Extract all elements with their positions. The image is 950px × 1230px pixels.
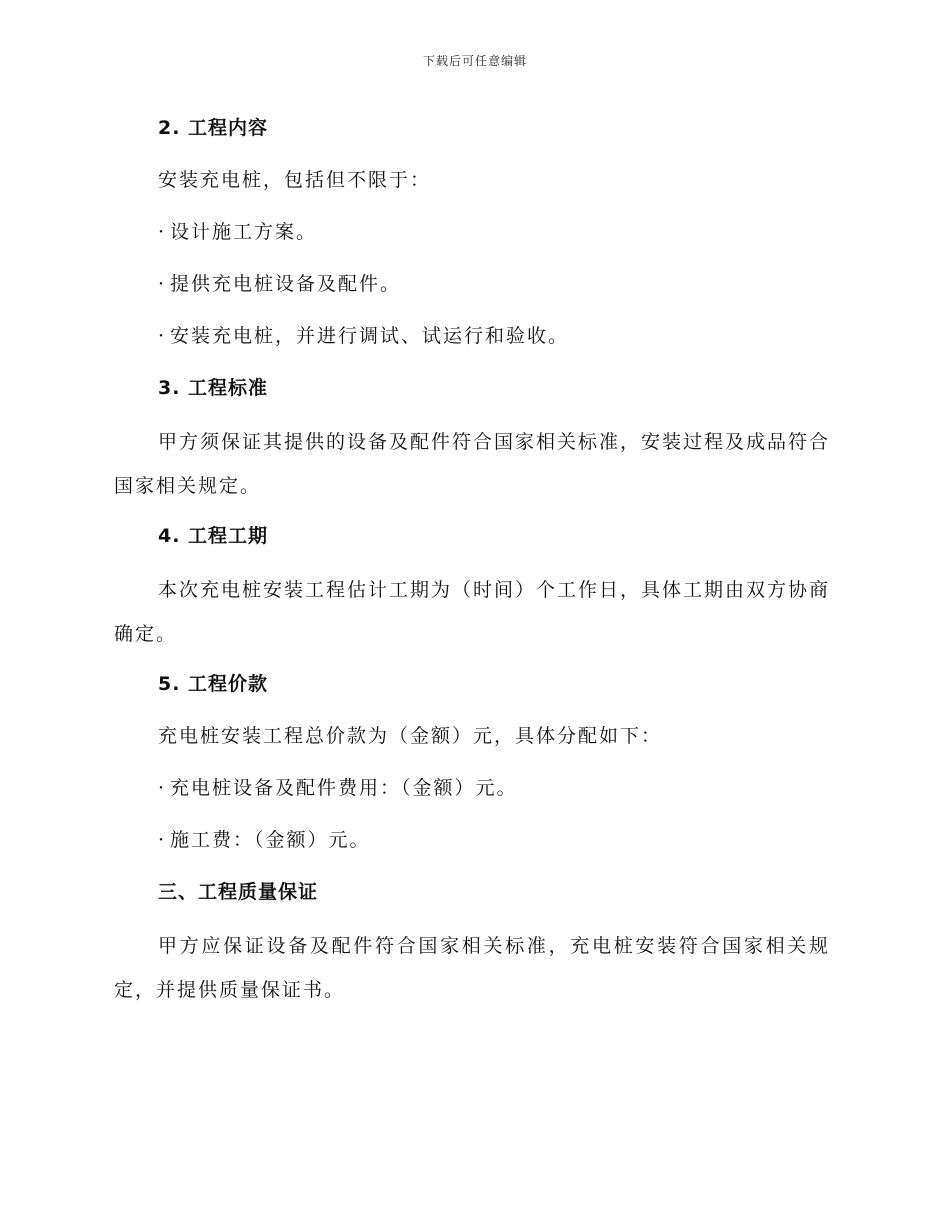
list-item-text: 充电桩设备及配件费用：（金额）元。 xyxy=(170,777,518,799)
section-heading-4: 4. 工程工期 xyxy=(158,525,269,547)
section-heading-2: 2. 工程内容 xyxy=(158,117,269,139)
section-heading-3: 3. 工程标准 xyxy=(158,377,269,399)
section-2-intro: 安装充电桩，包括但不限于： xyxy=(158,169,432,191)
document-body xyxy=(114,108,830,1020)
list-item xyxy=(114,316,830,368)
bullet-icon: · xyxy=(158,325,167,347)
list-item-text: 安装充电桩，并进行调试、试运行和验收。 xyxy=(170,325,570,347)
list-item xyxy=(114,264,830,316)
section-5-intro: 充电桩安装工程总价款为（金额）元，具体分配如下： xyxy=(158,725,663,747)
list-item-text: 设计施工方案。 xyxy=(170,221,318,243)
section-heading-quality: 三、工程质量保证 xyxy=(158,881,319,903)
bullet-icon: · xyxy=(158,777,167,799)
list-item xyxy=(114,820,830,872)
page-header: 下载后可任意编辑 xyxy=(422,54,527,68)
section-quality-body: 甲方应保证设备及配件符合国家相关标准，充电桩安装符合国家相关规定，并提供质量保证书。 xyxy=(114,935,830,1001)
section-3-body: 甲方须保证其提供的设备及配件符合国家相关标准，安装过程及成品符合国家相关规定。 xyxy=(114,431,831,497)
list-item xyxy=(114,212,830,264)
bullet-icon: · xyxy=(158,221,167,243)
list-item-text: 提供充电桩设备及配件。 xyxy=(170,273,402,295)
section-heading-5: 5. 工程价款 xyxy=(158,673,269,695)
bullet-icon: · xyxy=(158,829,167,851)
list-item-text: 施工费：（金额）元。 xyxy=(170,829,371,851)
bullet-icon: · xyxy=(158,273,167,295)
section-4-body: 本次充电桩安装工程估计工期为（时间）个工作日，具体工期由双方协商确定。 xyxy=(114,579,831,645)
list-item xyxy=(114,768,830,820)
